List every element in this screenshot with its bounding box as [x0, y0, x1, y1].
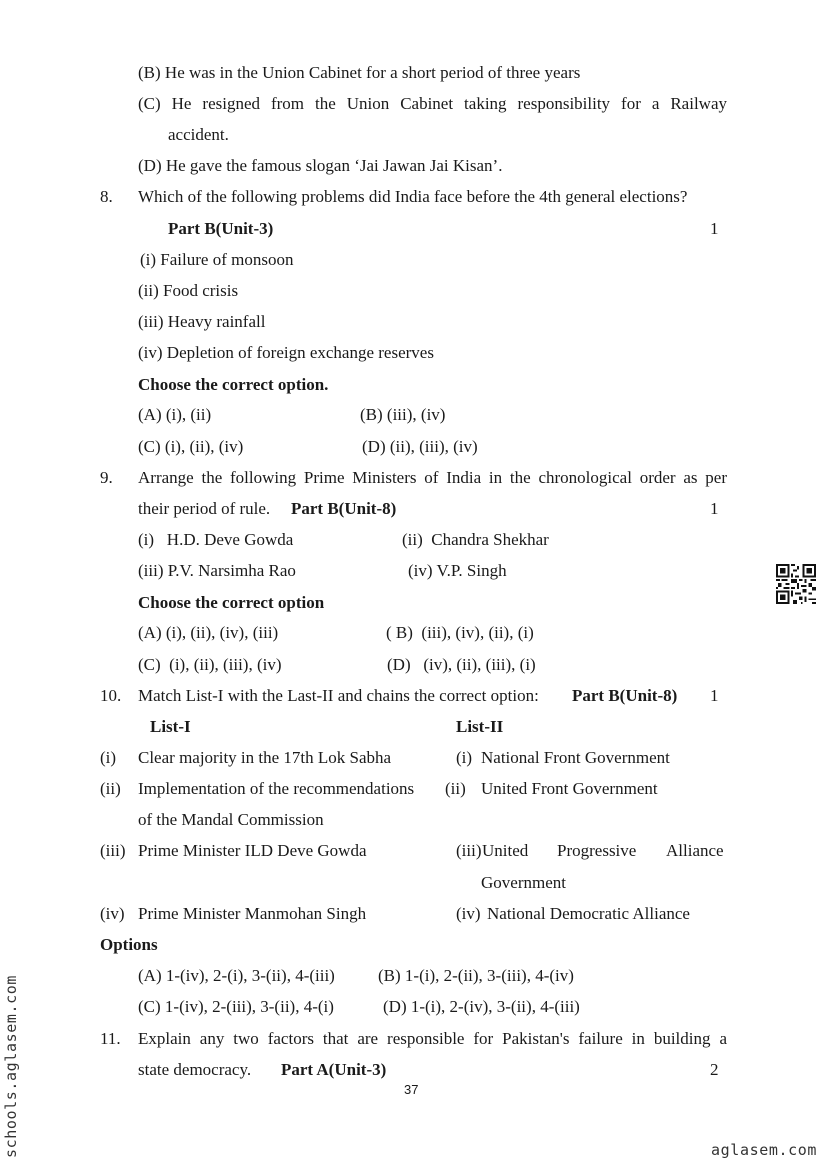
q11-text: Explain any two factors that are responsible for Pakistan's failure in building a — [138, 1029, 727, 1048]
q8-part: Part B(Unit-3) — [168, 219, 274, 238]
list1-item: Prime Minister ILD Deve Gowda — [138, 841, 367, 860]
q10-option-d: (D) 1-(i), 2-(iv), 3-(ii), 4-(iii) — [383, 997, 580, 1016]
list2-item-word: Alliance — [666, 841, 724, 860]
list2-item: National Democratic Alliance — [487, 904, 690, 923]
q8-item: (ii) Food crisis — [138, 281, 239, 300]
q9-marks: 1 — [710, 499, 719, 518]
q8-item: (i) Failure of monsoon — [140, 250, 294, 269]
list2-item-cont: Government — [481, 873, 566, 892]
q10-option-b: (B) 1-(i), 2-(ii), 3-(iii), 4-(iv) — [378, 966, 574, 985]
q8-item: (iii) Heavy rainfall — [138, 312, 266, 331]
list2-item: United Front Government — [481, 779, 658, 798]
list1-item: Implementation of the recommendations — [138, 779, 415, 798]
q9-item: (iii) P.V. Narsimha Rao — [138, 561, 296, 580]
q8-option-a: (A) (i), (ii) — [138, 405, 212, 424]
q9-option-b: ( B) (iii), (iv), (ii), (i) — [386, 623, 534, 642]
q11-marks: 2 — [710, 1060, 719, 1079]
list1-heading: List-I — [150, 717, 191, 736]
footer-watermark: aglasem.com — [711, 1141, 817, 1159]
q10-text: Match List-I with the Last-II and chains the correct option: — [138, 686, 539, 705]
q9-instruction: Choose the correct option — [138, 593, 325, 612]
q8-option-d: (D) (ii), (iii), (iv) — [362, 437, 478, 456]
q9-item: (i) H.D. Deve Gowda — [138, 530, 294, 549]
q10-marks: 1 — [710, 686, 719, 705]
list2-item-word: United — [482, 841, 529, 860]
list2-item-number: (i) — [456, 748, 473, 767]
q9-text-cont: their period of rule. — [138, 499, 271, 518]
list1-item: Prime Minister Manmohan Singh — [138, 904, 367, 923]
q8-instruction: Choose the correct option. — [138, 375, 329, 394]
q7-option-c-cont: accident. — [168, 125, 229, 144]
q8-option-b: (B) (iii), (iv) — [360, 405, 446, 424]
list2-item: National Front Government — [481, 748, 670, 767]
q10-number: 10. — [100, 686, 122, 705]
q8-marks: 1 — [710, 219, 719, 238]
q7-option-c: (C) He resigned from the Union Cabinet taking responsibility for a Railway — [138, 94, 727, 113]
q10-options-heading: Options — [100, 935, 158, 954]
q7-option-d: (D) He gave the famous slogan ‘Jai Jawan Jai Kisan’. — [138, 156, 503, 175]
q11-text-cont: state democracy. — [138, 1060, 252, 1079]
list2-item-number: (iii) — [456, 841, 482, 860]
list1-item-number: (ii) — [100, 779, 121, 798]
side-watermark: schools.aglasem.com — [2, 975, 20, 1158]
q8-text: Which of the following problems did India face before the 4th general elections? — [138, 187, 688, 206]
q10-option-a: (A) 1-(iv), 2-(i), 3-(ii), 4-(iii) — [138, 966, 335, 985]
q9-text: Arrange the following Prime Ministers of India in the chronological order as per — [138, 468, 727, 487]
q9-part: Part B(Unit-8) — [291, 499, 397, 518]
list2-item-number: (ii) — [445, 779, 466, 798]
q8-item: (iv) Depletion of foreign exchange reserves — [138, 343, 434, 362]
list1-item: Clear majority in the 17th Lok Sabha — [138, 748, 392, 767]
list2-heading: List-II — [456, 717, 504, 736]
qr-code-icon — [776, 564, 816, 604]
q11-part: Part A(Unit-3) — [281, 1060, 387, 1079]
q11-number: 11. — [100, 1029, 121, 1048]
q10-option-c: (C) 1-(iv), 2-(iii), 3-(ii), 4-(i) — [138, 997, 334, 1016]
q10-part: Part B(Unit-8) — [572, 686, 678, 705]
list1-item-number: (i) — [100, 748, 117, 767]
q9-item: (iv) V.P. Singh — [408, 561, 507, 580]
q9-item: (ii) Chandra Shekhar — [402, 530, 549, 549]
q8-number: 8. — [100, 187, 113, 206]
list2-item-word: Progressive — [557, 841, 637, 860]
page-number: 37 — [404, 1082, 419, 1097]
list1-item-cont: of the Mandal Commission — [138, 810, 324, 829]
q9-option-d: (D) (iv), (ii), (iii), (i) — [387, 655, 536, 674]
list1-item-number: (iv) — [100, 904, 125, 923]
q9-option-c: (C) (i), (ii), (iii), (iv) — [138, 655, 282, 674]
list1-item-number: (iii) — [100, 841, 126, 860]
q9-number: 9. — [100, 468, 113, 487]
list2-item-number: (iv) — [456, 904, 481, 923]
q9-option-a: (A) (i), (ii), (iv), (iii) — [138, 623, 279, 642]
q7-option-b: (B) He was in the Union Cabinet for a short period of three years — [138, 63, 581, 82]
q8-option-c: (C) (i), (ii), (iv) — [138, 437, 244, 456]
